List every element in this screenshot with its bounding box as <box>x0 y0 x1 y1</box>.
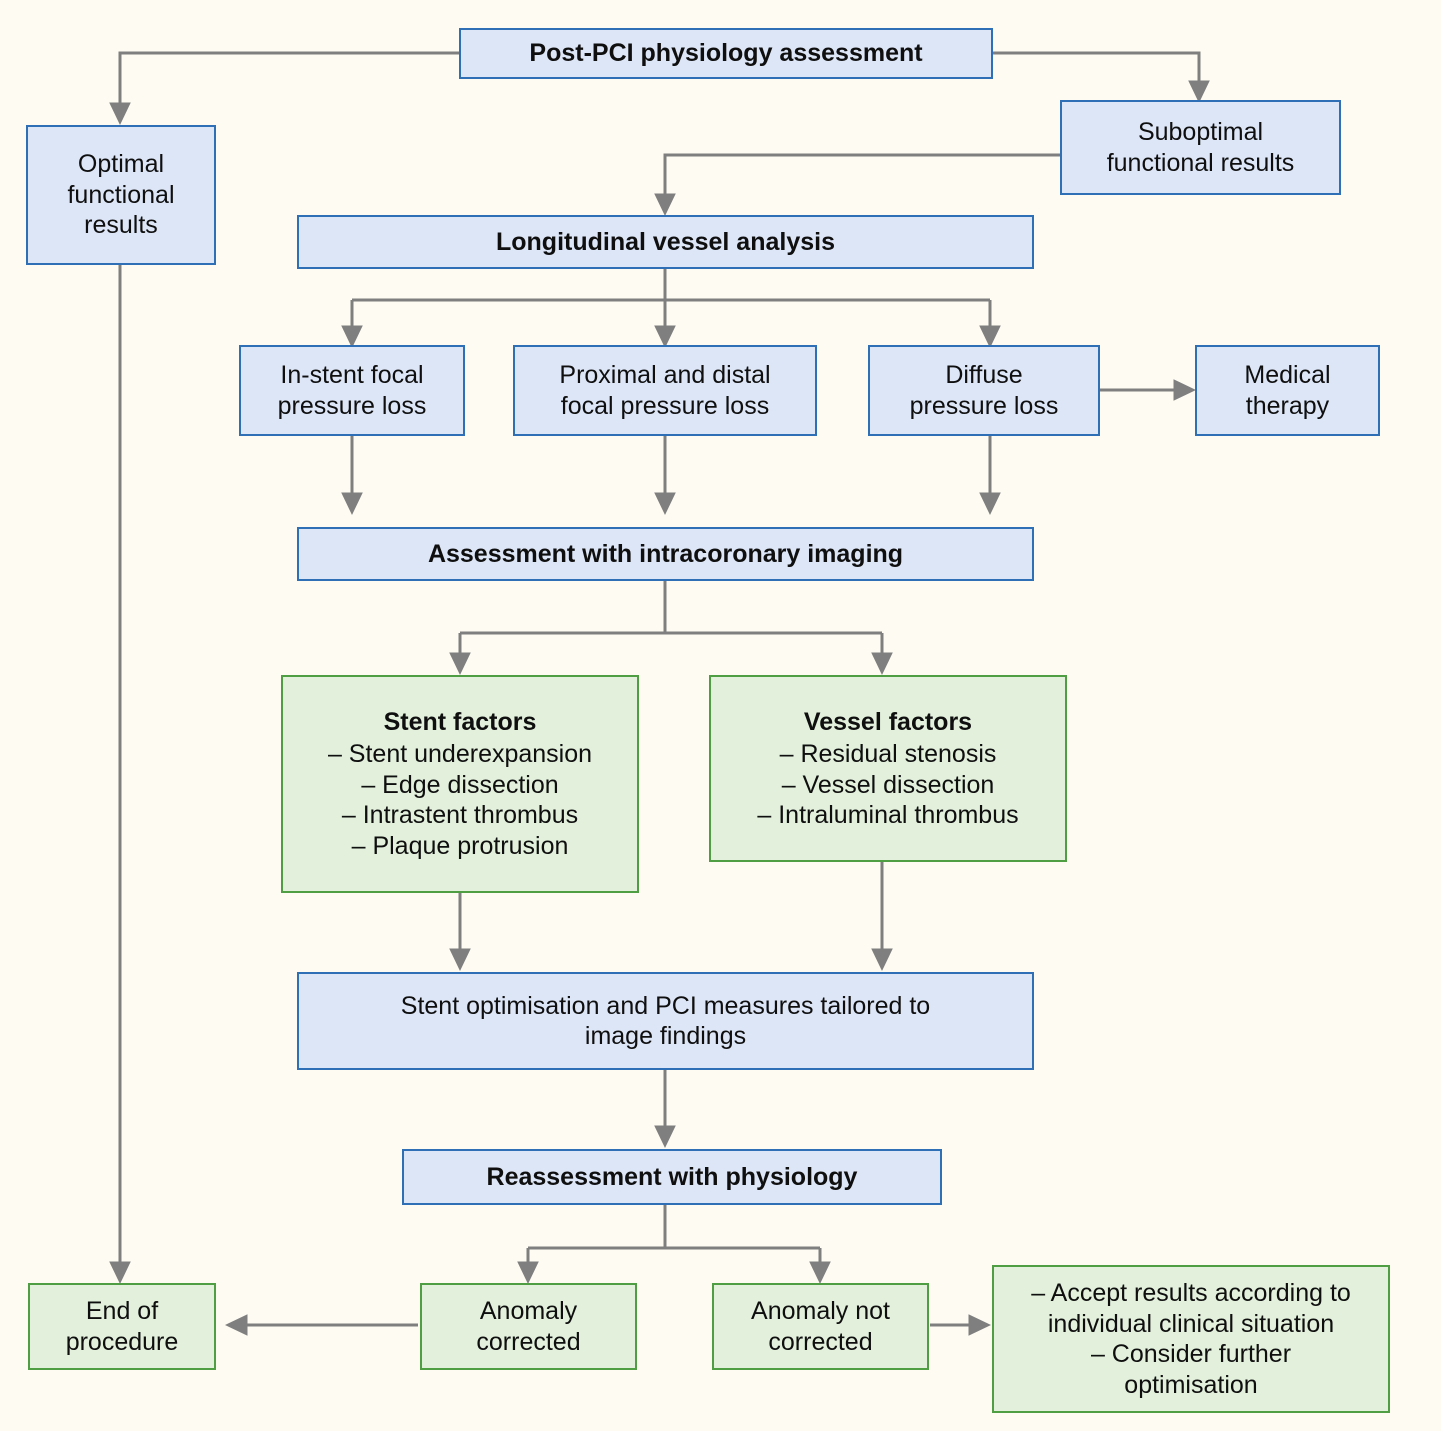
node-vessel-factors[interactable] <box>709 675 1067 862</box>
node-accept-results-item-0: – Accept results according to <box>1031 1279 1351 1307</box>
node-accept-results-item-2: – Consider further <box>1090 1340 1292 1368</box>
node-stent-factors-item-0: – Stent underexpansion <box>327 740 593 769</box>
node-proximal-distal-focal-pressure-loss[interactable] <box>513 345 817 436</box>
node-stent-factors-item-1: – Edge dissection <box>361 770 559 799</box>
node-optimal-line2: functional <box>67 180 175 209</box>
node-vessel-factors-item-2: – Intraluminal thrombus <box>757 801 1019 829</box>
node-medical-line2: therapy <box>1245 391 1330 420</box>
node-anomaly-not-corrected-line2: corrected <box>768 1327 873 1356</box>
node-longitudinal-label: Longitudinal vessel analysis <box>495 227 835 256</box>
node-suboptimal-line2: functional results <box>1106 148 1295 177</box>
node-medical-line1: Medical <box>1244 361 1331 389</box>
node-anomaly-corrected-line2: corrected <box>476 1327 581 1356</box>
node-anomaly-not-corrected-line1: Anomaly not <box>751 1297 890 1325</box>
node-optimal-line1: Optimal <box>77 150 165 179</box>
node-optimal-line3: results <box>84 211 158 240</box>
node-stent-factors-item-3: – Plaque protrusion <box>351 831 569 860</box>
node-assessment-intracoronary-imaging[interactable] <box>297 527 1034 581</box>
node-instent-line1: In-stent focal <box>280 361 424 389</box>
node-vessel-factors-header: Vessel factors <box>803 707 973 736</box>
node-vessel-factors-item-0: – Residual stenosis <box>779 740 997 768</box>
node-diffuse-pressure-loss[interactable] <box>868 345 1100 436</box>
node-accept-results-item-1: individual clinical situation <box>1047 1309 1335 1338</box>
node-optimisation-line2: image findings <box>584 1022 747 1050</box>
node-suboptimal-line1: Suboptimal <box>1137 118 1264 146</box>
node-vessel-factors-item-1: – Vessel dissection <box>781 770 995 799</box>
node-end-line1: End of <box>85 1297 159 1325</box>
node-proximal-line1: Proximal and distal <box>559 361 771 389</box>
node-post-pci-label: Post-PCI physiology assessment <box>529 39 923 68</box>
node-proximal-line2: focal pressure loss <box>560 391 770 420</box>
node-medical-therapy[interactable] <box>1195 345 1380 436</box>
node-diffuse-line2: pressure loss <box>909 391 1059 420</box>
node-post-pci[interactable] <box>459 28 993 79</box>
node-anomaly-corrected-line1: Anomaly <box>479 1297 578 1325</box>
node-end-of-procedure[interactable] <box>28 1283 216 1370</box>
node-optimal-functional-results[interactable] <box>26 125 216 265</box>
node-end-line2: procedure <box>65 1327 179 1356</box>
node-in-stent-focal-pressure-loss[interactable] <box>239 345 465 436</box>
node-anomaly-corrected[interactable] <box>420 1283 637 1370</box>
node-suboptimal-functional-results[interactable] <box>1060 100 1341 195</box>
node-stent-factors-item-2: – Intrastent thrombus <box>341 801 579 830</box>
node-longitudinal-vessel-analysis[interactable] <box>297 215 1034 269</box>
node-stent-factors[interactable] <box>281 675 639 893</box>
node-stent-optimisation[interactable] <box>297 972 1034 1070</box>
node-reassessment-label: Reassessment with physiology <box>486 1162 858 1191</box>
node-imaging-label: Assessment with intracoronary imaging <box>427 539 904 568</box>
node-anomaly-not-corrected[interactable] <box>712 1283 929 1370</box>
node-accept-results[interactable] <box>992 1265 1390 1413</box>
node-diffuse-line1: Diffuse <box>945 361 1023 389</box>
node-instent-line2: pressure loss <box>277 391 427 420</box>
node-reassessment-with-physiology[interactable] <box>402 1149 942 1205</box>
node-stent-factors-header: Stent factors <box>383 707 537 736</box>
node-accept-results-item-3: optimisation <box>1124 1370 1258 1399</box>
node-optimisation-line1: Stent optimisation and PCI measures tailored to <box>400 991 931 1020</box>
